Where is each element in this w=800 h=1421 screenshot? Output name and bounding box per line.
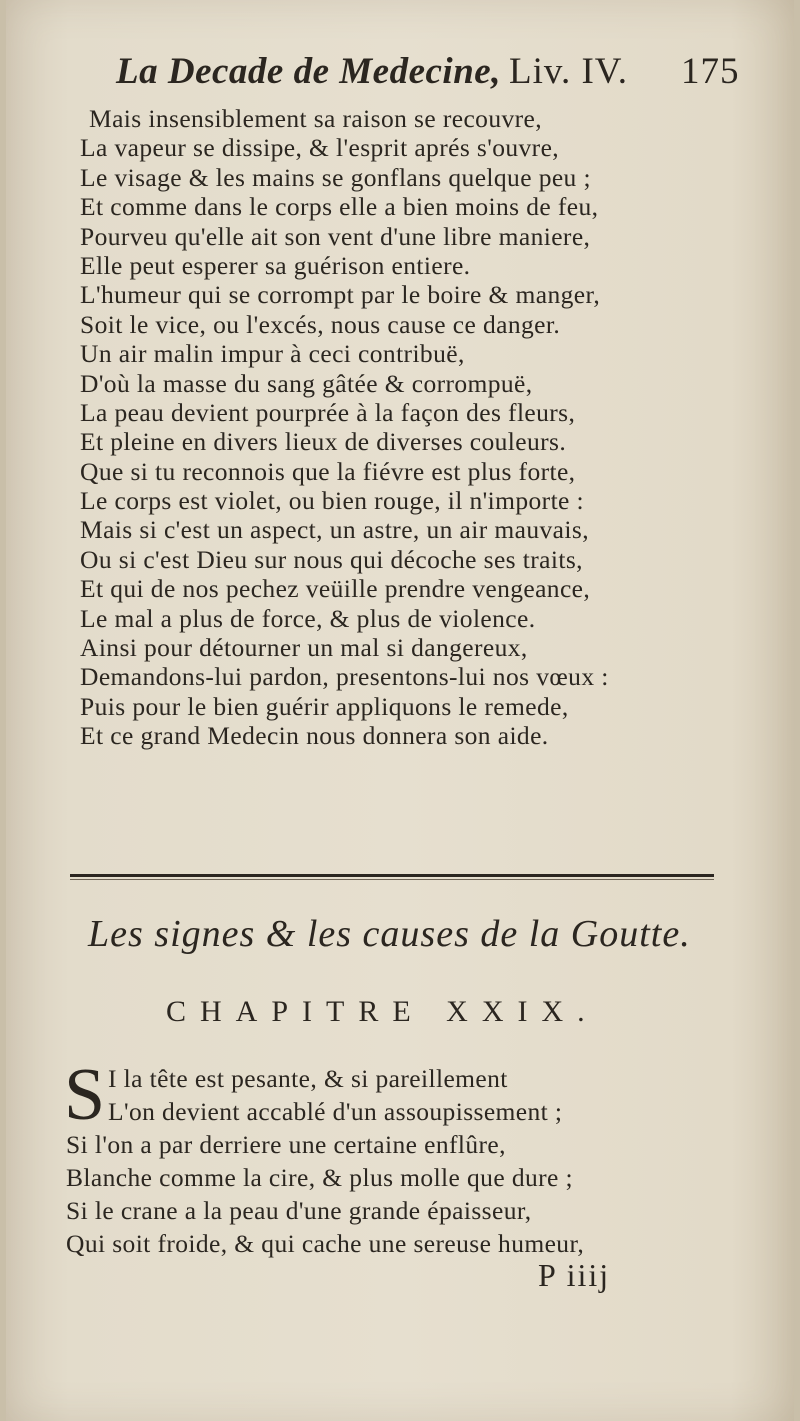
verse-line: Et comme dans le corps elle a bien moins de feu,: [80, 192, 599, 222]
verse-line: Un air malin impur à ceci contribuë,: [80, 339, 465, 369]
verse-line: Et pleine en divers lieux de diverses couleurs.: [80, 427, 567, 457]
signature-mark: P iiij: [538, 1257, 611, 1293]
text-line: Blanche comme la cire, & plus molle que dure ;: [66, 1163, 573, 1192]
page-number: 175: [681, 51, 740, 92]
verse-line: Le mal a plus de force, & plus de violence.: [80, 603, 536, 633]
section-divider-thin: [70, 879, 714, 880]
section-divider: [70, 874, 714, 877]
verse-line: Ou si c'est Dieu sur nous qui décoche ses traits,: [80, 544, 583, 574]
verse-line: Que si tu reconnois que la fiévre est plus forte,: [80, 456, 576, 486]
drop-cap: S: [64, 1054, 106, 1136]
verse-line: La peau devient pourprée à la façon des fleurs,: [80, 397, 576, 427]
verse-line: Pourveu qu'elle ait son vent d'une libre maniere,: [80, 221, 591, 251]
chapter-heading: CHAPITRE XXIX.: [166, 995, 599, 1028]
text-line: Si le crane a la peau d'une grande épaisseur,: [66, 1196, 532, 1225]
verse-line: Et qui de nos pechez veüille prendre vengeance,: [80, 574, 591, 604]
text-line: Si l'on a par derriere une certaine enflûre,: [66, 1130, 506, 1159]
book-number: Liv. IV.: [508, 51, 628, 92]
verse-block: [80, 104, 760, 751]
verse-line: Puis pour le bien guérir appliquons le remede,: [80, 691, 569, 721]
verse-line: La vapeur se dissipe, & l'esprit aprés s'ouvre,: [80, 133, 560, 163]
verse-line: Et ce grand Medecin nous donnera son aide.: [80, 721, 549, 751]
running-header: [116, 50, 756, 100]
verse-line: Le visage & les mains se gonflans quelque peu ;: [80, 162, 591, 192]
verse-line: Elle peut esperer sa guérison entiere.: [80, 250, 471, 280]
book-page: [6, 0, 794, 1421]
verse-line: Mais insensiblement sa raison se recouvre,: [89, 104, 543, 133]
section-title: Les signes & les causes de la Goutte.: [88, 913, 691, 955]
text-line: Qui soit froide, & qui cache une sereuse humeur,: [66, 1229, 585, 1258]
running-title: La Decade de Medecine,: [116, 51, 501, 92]
verse-line: Ainsi pour détourner un mal si dangereux,: [80, 633, 528, 663]
text-line: L'on devient accablé d'un assoupissement ;: [108, 1097, 563, 1126]
verse-line: Demandons-lui pardon, presentons-lui nos vœux :: [80, 662, 609, 692]
verse-line: Le corps est violet, ou bien rouge, il n'importe :: [80, 486, 585, 516]
chapter-text: [66, 1062, 756, 1260]
verse-line: D'où la masse du sang gâtée & corrompuë,: [80, 368, 533, 398]
verse-line: L'humeur qui se corrompt par le boire & manger,: [80, 280, 601, 310]
text-line: I la tête est pesante, & si pareillement: [108, 1064, 508, 1093]
verse-line: Mais si c'est un aspect, un astre, un air mauvais,: [80, 515, 589, 545]
verse-line: Soit le vice, ou l'excés, nous cause ce danger.: [80, 309, 561, 339]
